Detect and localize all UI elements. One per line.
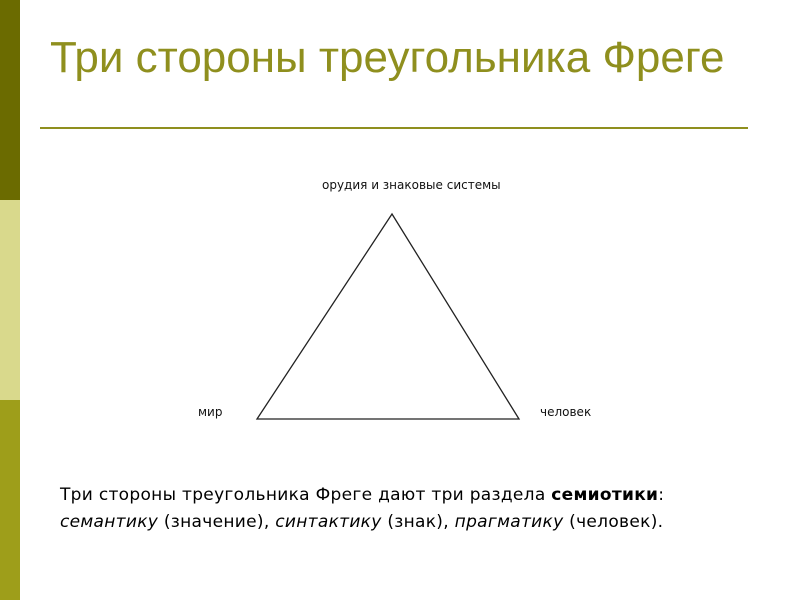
title-underline (40, 127, 748, 129)
semantics-note: (значение), (158, 512, 276, 532)
slide-paragraph (60, 482, 740, 536)
vertex-label-human: человек (540, 405, 592, 419)
paragraph-intro: Три стороны треугольника Фреге дают три раздела (60, 485, 552, 505)
paragraph-colon: : (658, 485, 665, 505)
sidebar-segment-medium (0, 400, 20, 600)
pragmatics-note: (человек). (563, 512, 664, 532)
term-semiotics: семиотики (551, 485, 659, 505)
term-semantics: семантику (60, 512, 159, 532)
frege-triangle-diagram (180, 170, 630, 440)
term-pragmatics: прагматику (454, 512, 564, 532)
vertex-label-world: мир (198, 405, 223, 419)
term-syntactics: синтактику (275, 512, 382, 532)
vertex-label-tools: орудия и знаковые системы (322, 178, 501, 192)
syntactics-note: (знак), (381, 512, 455, 532)
slide-sidebar (0, 0, 20, 600)
slide-title: Три стороны треугольника Фреге (50, 33, 725, 82)
sidebar-segment-dark (0, 0, 20, 200)
sidebar-segment-light (0, 200, 20, 400)
triangle-graphic (180, 170, 630, 440)
triangle-outline (257, 214, 519, 419)
